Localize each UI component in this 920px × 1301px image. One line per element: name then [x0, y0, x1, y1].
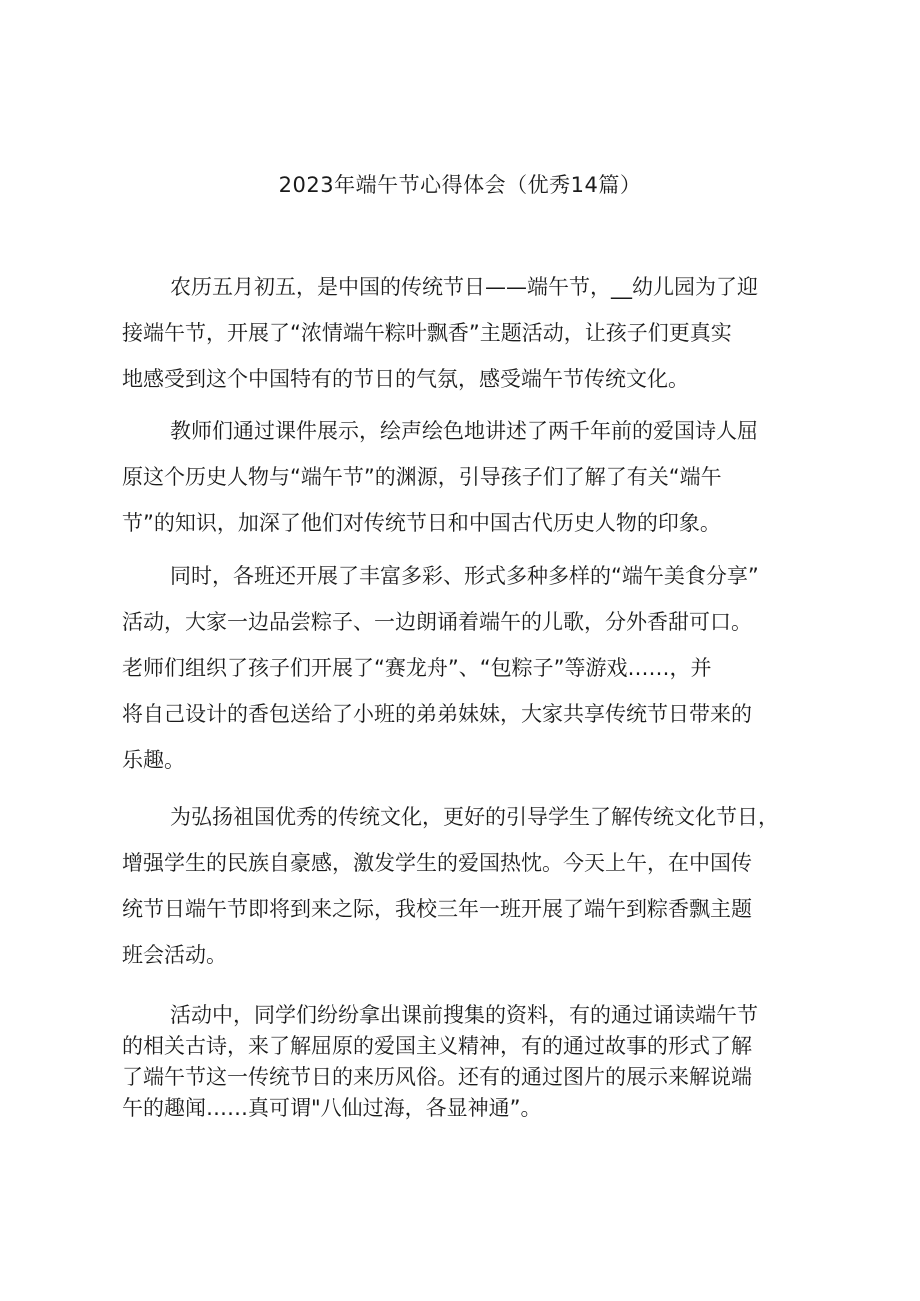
paragraph-line: 了端午节这一传统节日的来历风俗。还有的通过图片的展示来解说端: [122, 1065, 752, 1089]
paragraph-line: 为弘扬祖国优秀的传统文化，更好的引导学生了解传统文化节日，: [170, 805, 779, 829]
paragraph-3: [122, 553, 822, 783]
paragraph-line: 统节日端午节即将到来之际，我校三年一班开展了端午到粽香飘主题: [122, 897, 752, 921]
paragraph-line: 的相关古诗，来了解屈原的爱国主义精神，有的通过故事的形式了解: [122, 1034, 752, 1058]
paragraph-4: [122, 794, 822, 978]
paragraph-line: 地感受到这个中国特有的节日的气氛，感受端午节传统文化。: [122, 367, 689, 391]
paragraph-line: 活动，大家一边品尝粽子、一边朗诵着端午的儿歌，分外香甜可口。: [122, 610, 752, 634]
paragraph-line: 节”的知识，加深了他们对传统节日和中国古代历史人物的印象。: [122, 511, 721, 535]
paragraph-line: 同时，各班还开展了丰富多彩、形式多种多样的“端午美食分享”: [170, 564, 759, 588]
paragraph-line: 乐趣。: [122, 748, 185, 772]
paragraph-5: [122, 1000, 822, 1124]
paragraph-line: 原这个历史人物与“端午节”的渊源，引导孩子们了解了有关“端午: [122, 465, 722, 489]
paragraph-line: 将自己设计的香包送给了小班的弟弟妹妹，大家共享传统节日带来的: [122, 702, 752, 726]
paragraph-line: 农历五月初五，是中国的传统节日——端午节，__幼儿园为了迎: [170, 275, 758, 299]
paragraph-line: 教师们通过课件展示，绘声绘色地讲述了两千年前的爱国诗人屈: [170, 419, 758, 443]
paragraph-1: [122, 264, 822, 402]
paragraph-line: 老师们组织了孩子们开展了“赛龙舟”、“包粽子”等游戏……，并: [122, 656, 712, 680]
paragraph-line: 增强学生的民族自豪感，激发学生的爱国热忱。今天上午，在中国传: [122, 851, 752, 875]
document-title: 2023年端午节心得体会（优秀14篇）: [278, 173, 642, 197]
paragraph-line: 活动中，同学们纷纷拿出课前搜集的资料，有的通过诵读端午节: [170, 1003, 758, 1027]
paragraph-line: 午的趣闻……真可谓"八仙过海，各显神通”。: [122, 1096, 542, 1120]
paragraph-2: [122, 408, 822, 546]
paragraph-line: 接端午节，开展了“浓情端午粽叶飘香”主题活动，让孩子们更真实: [122, 321, 732, 345]
paragraph-line: 班会活动。: [122, 943, 227, 967]
